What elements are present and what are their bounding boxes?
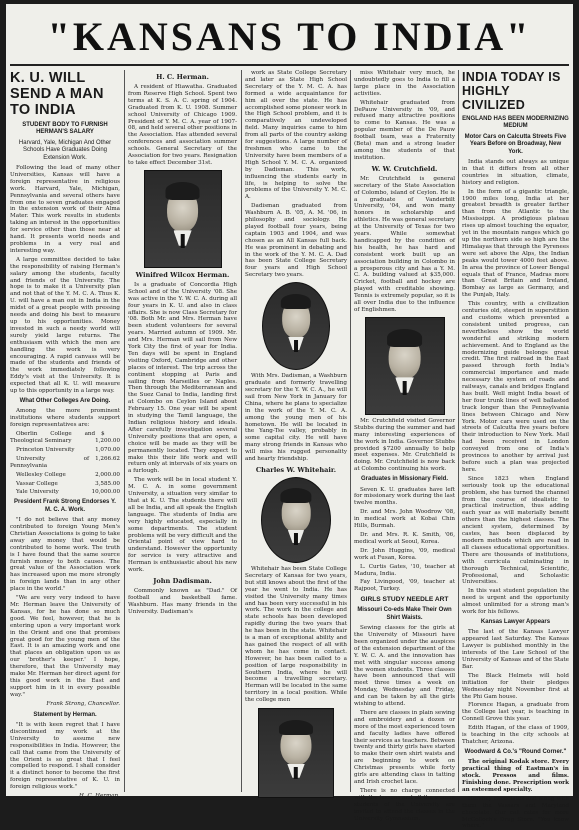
headline-ku-india: K. U. WILL SEND A MAN TO INDIA [10,70,104,118]
column-4 [354,70,456,822]
caption-herman: H. C. Herman. [156,73,209,81]
column-divider [241,70,242,792]
headline-india-civilized: INDIA TODAY IS HIGHLY CIVILIZED [462,70,561,112]
paragraph: work as State College Secretary and later as State High School Secretary of the Y. M. C. A. has formed a wide acquaintance for him all over the state. He has accomplished some pioneer work in the High School problem, and it is comparatively an undeveloped field. Many inquiries came to him from all parts of the country asking for suggestions. A large number of freshmen who came to the University have been members of a High School Y. M. C. A. organized by Dadisman. This work, influencing the students early in life, is helping to solve the problems of the University Y. M. C. A. [245,70,348,201]
signature: Frank Strong, Chancellor. [46,700,120,707]
paragraph: L. Curtis Gates, '10, teacher at Madura, India. [354,563,455,577]
paragraph: India stands out always as unique in that it differs from all other countries in situation, climate, history and religion. [462,159,569,186]
subhead-shirt-waists: Missouri Co-eds Make Their Own Shirt Waists. [357,607,452,621]
column-1 [10,70,121,800]
caption-whitehair: Charles W. Whitehair. [255,465,337,474]
paragraph: In the form of a gigantic triangle, 1900 miles long, India at her greatest breadth is greater farther than from the Atlantic to the Mississippi. A prodigious plateau rises up almost touching the equator, yet in the mountain ranges which go up the northern side so high are the Himalayas that through the Pyrenees were set above the Alps, the Indian peaks would tower 4000 feet above. In area the province of Lower Bengal equals that of France, Madras more than Great Britain and Ireland, Bombay as large as Germany, and the Punjab, Italy. [462,188,569,299]
paragraph: There are classes in plain sewing and embroidery and a dozen or more of the most experienced town and faculty ladies have offered their services as teachers. Between twenty and thirty girls have started to make their own shirt waists and are beginning to work on Christmas presents while forty girls are attending class in tatting and Irish crochet lace. [354,709,456,785]
paragraph: The Black Helmets will hold initiation for their pledges Wednesday night November first at the Phi Gam house. [462,672,569,700]
paragraph: Following the lead of many other Universities, Kansas will have a foreign representative in religious work. Harvard, Yale, Michigan, Pennsylvania and several others have from one to seven graduates engaged in the extension work of their Alma Mater. This work results in students taking an interest in the opportunities for service other than those near at hand. It presents world needs and problems in a very real and interesting way. [10,165,120,254]
paragraph: Among the more prominent institutions where students support foreign representatives are: [10,408,120,429]
caption-winifred: Winifred Wilcox Herman. [135,270,230,279]
portrait-whitehair [261,477,331,563]
newspaper-page [6,4,573,830]
paragraph: Commonly known as "Dad." Of football and basketball fame. Washburn. Has many friends in the University. Dadisman's [128,587,237,615]
paragraph: There is no charge connected with the lessons and all the women students of the University are invited to attend the classes in the University Gymnasium. [354,787,455,822]
paragraph: The work will be in local student Y. M. C. A. in some government University, a situation very similar to that at K. U. The students there will all be India, and all speak the English language. The students of India are very highly educated, especially in some departments. The student problems will be very difficult and the Oriental point of view hard to understand. However the opportunity for service is very attractive and Herman is enthusiastic about his new work. [128,477,237,574]
paragraph: Dadisman graduated from Washburn A. B. '05, A. M. '06, in philosophy and sociology. He played football four years, being captain 1903 and 1904, and was chosen as an All Kansas full back. He was prominent in debating and in the work of the Y. M. C. A. Dad has been State College Secretary four years and High School Secretary two years. [245,203,347,279]
paragraph: "It is with keen regret that I have discontinued my work at the University to assume new responsibilities in India. However, the call that came from the University of the Orient is so great that I feel compelled to respond. I shall consider it a distinct honor to become the first foreign representative of K. U. in foreign religious work." [10,722,120,791]
subhead-statement-herman: Statement by Herman. [33,711,97,718]
subhead-salary: STUDENT BODY TO FURNISH HERMAN'S SALARY [22,122,108,136]
column-divider [458,70,459,792]
paragraph: "I do not believe that any money contributed to foreign Young Men's Christian Associations is going to take away any money that would be contributed to home work. The truth is I have found that the same source furnish money to both causes. The great value of the Association work has increased upon me more strongly in foreign lands than in any other place in the world." [10,517,120,593]
subhead-england: ENGLAND HAS BEEN MODERNIZING MEDIUM [462,116,569,130]
column-divider [350,70,351,792]
column-3 [245,70,347,792]
ad-woodward-text: The original Kodak store. Every practical thing of Eastman's in stock. Pressos and films. Finishing done. Prescription work an esteemed specialty. [462,759,569,793]
deck-other-schools: Harvard, Yale, Michigan And Other Schools Have Graduates Doing Extension Work. [18,139,112,161]
paragraph: This country, with a civilization centuries old, steeped in superstition and customs which prevented a consistent united progress, can nevertheless show the world wonderful and striking modern achievement. And to England as the modernizing guide belongs great credit. The first railroad in the East passed through forth India's commercial importance and made necessary the system of roads and railways, canals and bridges England has built. Well might India boast of her four trunk lines of well ballasted track longer than the Pennsylvania lines between Chicago and New York. Motor cars were used on the streets of Calcutta five years before their introduction to New York. Mail had been received in London conveyed from one of India's provinces to another by arrival just before such a plan was projected here. [462,301,569,473]
masthead-rule [10,64,569,66]
subhead-motor-cars: Motor Cars on Calcutta Streets Five Years Before on Broadway, New York. [464,133,567,155]
portrait-dadisman [262,282,330,370]
list-item: Wellesley College 2,000.00 [16,471,120,478]
paragraph: Dr. John Huggins, '09, medical work at Fusan, Korea. [354,547,455,561]
paragraph: Mr. Crutchfield visited Governor Stubbs during the summer and had many interesting experiences of the work in India. Governor Stubbs provided $7200 annually to help meet expenses. Mr. Crutchfield is doing. Mr. Crutchfield is now back at Colombo continuing his work. [354,417,455,473]
paragraph: Hershey chocolates and along with them the Vassars and Maryland chocolate. Our call rates for more McColloch's Drug Store. "You know where." [462,795,569,830]
paragraph: A large committee decided to take the responsibility of raising Herman's salary among the students, faculty and friends of the University. The hope is to make it a University plan and not that of the Y. M. C. A. Thus K. U. will have a man out in India in the midst of a great people with pressing needs and doing his best to measure up to his opportunities. Money invested in such a needy world will surely yield large returns. The enthusiasm with which the men are handling the work is very encouraging. A rapid canvass will be made of the students and friends of the work immediately following Eddy's visit at the University. It is expected that all K. U. will measure up to this opportunity in a large way. [10,256,120,395]
list-item: Oberlin College and Theological Seminary $ 1,200.00 [10,431,121,444]
subhead-strong-endorses: President Frank Strong Endorses Y. M. C. A. Work. [14,499,116,513]
paragraph: Whitehair has been State College Secretary of Kansas for two years, but still knows about the first of the year he went to India. He has visited the University many times and has been very successful in his work. The work in the college and state schools has been developed rapidly during the two years that he has been in the state. Whitehair is a man of exceptional ability and has gained the respect of all with whom he has come in contact. However, he has been called to a position of large responsibility in Southern India, where he will become a travelling secretary. Herman will be located in the same territory in a local position. While the college men [245,565,347,704]
subhead-missionary: Graduates in Missionary Field. [360,476,449,483]
paragraph: Mr. Crutchfield is general secretary of the State Association of Colombo, island of Ceylon. He is a graduate of Vanderbilt University, '04, and won many honors in scholarship and athletics. He was general secretary at the University of Texas for two years. While somewhat handicapped by the condition of his health, he has hard and consistent work built up an association building in Colombo in a prosperous city and has a Y. M. C. A. building valued at $35,000. Cricket, football and hockey are played with creditable showing. Tennis is extremely popular, so it is all over India due to the influence of Englishmen. [354,175,455,313]
column-divider [124,70,125,792]
portrait-crutchfield [365,317,445,415]
subhead-kansas-lawyer: Kansas Lawyer Appears [480,618,551,625]
portrait-herman [144,170,222,268]
paragraph: A resident of Hiawatha. Graduated from Reserve High School. Spent two terms at K. S. A. C. spring of 1904. Graduated from K. U. 1908. Summer school University of Chicago 1909. President of Y. M. C. A. year of 1907-08, and held several other positions in the Association. Has attended several conferences and association summer schools. General Secretary of the Association for two years. Resignation to take effect December 31st. [128,84,237,166]
paragraph: "We are very very indeed to have Mr. Herman leave the University of Kansas, for he has done so much good. We feel, however, that he is entering upon a very important work in the Orient and one that promises great good for the young men of the East. It is an amazing work and one that places an obligation upon us as our 'brother's keeper.' I hope, therefore, that the University may make Mr. Herman her direct agent for this good work in the East and support him in it in every possible way." [10,595,120,698]
paragraph: Whitehair graduated from DePauw University in '09, and refused many attractive positions to come to Kansas. He was a popular member of the De Pauw football team, was a Fraternity (Beta) man and a strong leader among the students of that institution. [354,99,455,161]
list-item: University of Pennsylvania 1,266.62 [10,455,120,469]
paragraph: Edith Hagan, of the class of 1909, is teaching in the city schools at Thatcher, Arizona. [462,725,569,745]
caption-crutchfield: W. W. Crutchfield. [371,164,438,173]
portrait-crutchfield-lower [258,708,334,798]
paragraph: Is a graduate of Concordia High School and of the University '08. She was active in the Y. W. C. A. during all four years in K. U. and also in class affairs. She is now Class Secretary for '08. Both Mr. and Mrs. Herman have been student volunteers for several years. Married autumn of 1909. Mr. and Mrs. Herman will sail from New York City the first of year for India. Ten days will be spent in England visiting Oxford, Cambridge and other places of interest. The trip across the continent stopping at Paris and sailing from Marseilles or Naples. Then through the Mediterranean and the Suez Canal to India, landing first at Colombo on Ceylon Island about February 15. One year will be spent in studying the Tamil language, the Indian religious history and ideals. After carefully investigation several University positions that are open, a choice will be made as they will be permanently located. They expect to make this their life work and will return only at intervals of six years on a furlough. [128,281,237,475]
masthead-title: "KANSANS TO INDIA" [47,14,532,59]
list-item: Vassar College 3,585.00 [16,480,120,487]
paragraph: Dr. and Mrs. John Woodrow '08, in medical work at Kobai Chin Hills, Burmah. [354,509,455,530]
paragraph: The last of the Kansas Lawyer appeared last Saturday. The Kansas Lawyer is published monthly in the interests of the Law School of the University of Kansas and of the State Bar. [462,629,569,670]
paragraph: Dr. and Mrs. R. K. Smith, '06, medical work at Seoul, Korea. [354,532,455,545]
paragraph: Sewing classes for the girls at the University of Missouri have been organized under the auspices of the extension department of the Y. W. C. A. and the innovation has met with singular success among the women students. Three classes have been announced that will meet three times a week on Monday, Wednesday and Friday, and can be taken by all the girls wishing to attend. [354,625,455,708]
column-2 [128,70,237,792]
schools-list [10,431,120,496]
paragraph: Fay Livingood, '09, teacher at Rajpoot, Turkey. [354,579,455,593]
list-item: Princeton University 1,070.00 [16,446,120,453]
list-item: Yale University 10,000.00 [16,489,120,496]
caption-dadisman: John Dadisman. [153,576,212,585]
paragraph: Since 1823 when England seriously took up the educational problem, she has turned the channel from the course of idealistic to practical instruction, thus adding each year as will materially benefit others than the highest classes. The ancient system, determined by castes, has been displaced by modern methods which are read in all classes educational opportunities. There are thousands of institutions, with curricula culminating in thorough Technical, Scientific, Professional, and Scholastic Universities. [462,475,569,586]
paragraph: With Mrs. Dadisman, a Washburn graduate and formerly travelling secretary for the Y. W. C. A., he will sail from New York in January for China, where he plans to specialize in the work of the Y. M. C. A. among the young men of his hometown. He will be located in the Yang-Tse valley, probably in some capital city. He will have many strong friends in Kansas who will miss his rugged personality and hearty friendship. [245,373,347,463]
paragraph: miss Whitehair very much, he undoubtedly goes to India to fill a large place in the Association activities. [354,70,455,97]
paragraph: Florence Hagan, a graduate from the College last year, is teaching in Connell Grove this year. [462,702,569,723]
signature: H. C. Herman. [79,793,120,800]
paragraph: In this vast student population the need is urgent and the opportunity almost unlimited for a strong man's work for his fellows. [462,588,569,616]
headline-needle-art: GIRLS STUDY NEEDLE ART [360,596,449,604]
paragraph: Seven K. U. graduates have left for missionary work during the last twelve months. [354,486,455,507]
column-5 [462,70,569,830]
ad-woodward-heading: Woodward & Co.'s "Round Corner." [464,748,567,755]
subhead-other-colleges: What Other Colleges Are Doing. [19,397,111,404]
